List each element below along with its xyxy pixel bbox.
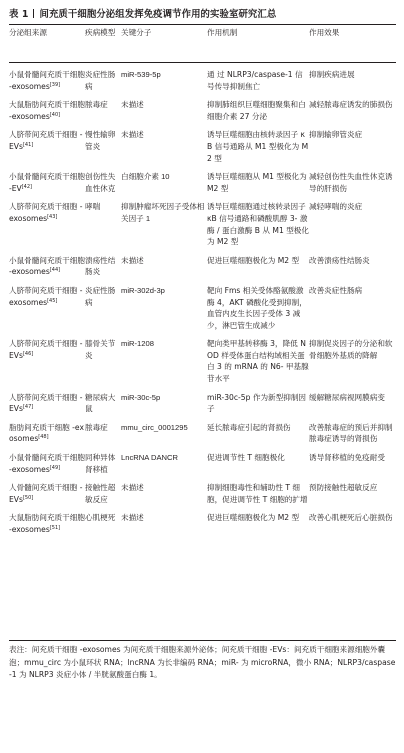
cell-effect-text: 减轻哮喘的炎症 bbox=[309, 202, 363, 212]
reference-marker: [44] bbox=[49, 267, 61, 274]
cell-effect bbox=[309, 507, 396, 537]
cell-mechanism bbox=[207, 124, 309, 166]
cell-molecule bbox=[121, 280, 207, 333]
cell-source bbox=[9, 196, 85, 249]
cell-mechanism bbox=[207, 333, 309, 386]
cell-molecule bbox=[121, 64, 207, 94]
reference-marker: [39] bbox=[49, 81, 61, 88]
table-row bbox=[9, 94, 396, 124]
cell-source bbox=[9, 477, 85, 507]
cell-mechanism bbox=[207, 250, 309, 280]
cell-molecule-text: 未描述 bbox=[121, 513, 144, 523]
cell-source-text: 大鼠脂肪间充质干细胞 -exosomes bbox=[9, 100, 85, 121]
cell-effect-text: 抑制输卵管炎症 bbox=[309, 130, 363, 140]
header-molecule: 关键分子 bbox=[121, 28, 152, 37]
cell-disease bbox=[85, 124, 121, 166]
table-number: 表 1 bbox=[9, 9, 29, 20]
header-disease: 疾病模型 bbox=[85, 28, 116, 37]
table-footnote: 表注：间充质干细胞 -exosomes 为间充质干细胞来源外泌体；间充质干细胞 -EVs：间充质干细胞来源细胞外囊泡；mmu_circ 为小鼠环状 RNA；lncRNA 为长非编码 RNA；miR- 为 microRNA，微小 RNA；NLRP3/caspase-1 为 NLRP3 炎症小体 / 半胱氨酸蛋白酶 1。 bbox=[9, 645, 396, 679]
cell-molecule bbox=[121, 94, 207, 124]
cell-disease bbox=[85, 477, 121, 507]
cell-source-text: 人脐带间充质干细胞 -exosomes bbox=[9, 202, 83, 223]
cell-mechanism bbox=[207, 447, 309, 477]
cell-disease bbox=[85, 166, 121, 196]
table-row bbox=[9, 166, 396, 196]
cell-disease bbox=[85, 94, 121, 124]
cell-source-text: 小鼠骨髓间充质干细胞 -EV bbox=[9, 172, 85, 193]
caption-divider bbox=[33, 9, 34, 18]
reference-marker: [40] bbox=[49, 111, 61, 118]
reference-marker: [43] bbox=[47, 213, 58, 220]
cell-disease bbox=[85, 417, 121, 447]
cell-mechanism bbox=[207, 387, 309, 417]
cell-source bbox=[9, 166, 85, 196]
reference-marker: [48] bbox=[38, 434, 49, 441]
table-title: 间充质干细胞分泌组发挥免疫调节作用的实验室研究汇总 bbox=[39, 9, 277, 20]
cell-mechanism-text: 诱导巨噬细胞由核转录因子 κB 信号通路从 M1 型极化为 M2 型 bbox=[207, 130, 309, 163]
cell-source bbox=[9, 387, 85, 417]
cell-mechanism-text: 靶向 Fms 相关受体酪氨酸激酶 4，AKT 磷酸化受到抑制，血管内皮生长因子受体 3 减少，淋巴管生成减少 bbox=[207, 285, 307, 330]
cell-effect-text: 抑制促炎因子的分泌和软骨细胞外基质的降解 bbox=[309, 339, 393, 360]
cell-molecule-text: miR-30c-5p bbox=[121, 392, 161, 402]
cell-source bbox=[9, 333, 85, 386]
table-row bbox=[9, 417, 396, 447]
cell-source bbox=[9, 447, 85, 477]
cell-mechanism-text: 抑制肺组织巨噬细胞聚集和白细胞介素 27 分泌 bbox=[207, 100, 306, 121]
cell-disease bbox=[85, 447, 121, 477]
cell-effect bbox=[309, 166, 396, 196]
cell-source bbox=[9, 124, 85, 166]
cell-effect bbox=[309, 387, 396, 417]
cell-molecule-text: 未描述 bbox=[121, 255, 144, 265]
cell-effect-text: 改善脓毒症的预后并抑制脓毒症诱导的肾损伤 bbox=[309, 422, 393, 444]
cell-mechanism bbox=[207, 477, 309, 507]
cell-effect-text: 改善心肌梗死后心脏损伤 bbox=[309, 513, 393, 523]
cell-disease bbox=[85, 250, 121, 280]
cell-disease bbox=[85, 333, 121, 386]
table-row bbox=[9, 477, 396, 507]
cell-effect bbox=[309, 333, 396, 386]
cell-mechanism-text: 抑制细胞毒性和辅助性 T 细胞，促进调节性 T 细胞的扩增 bbox=[207, 483, 308, 504]
cell-source-text: 人脐带间充质干细胞 -EVs bbox=[9, 339, 83, 360]
cell-disease bbox=[85, 280, 121, 333]
bottom-rule bbox=[9, 640, 396, 641]
cell-source-text: 小鼠骨髓间充质干细胞 -exosomes bbox=[9, 70, 85, 91]
cell-effect-text: 减轻创伤性失血性休克诱导的肝损伤 bbox=[309, 172, 393, 193]
cell-molecule-text: miR-1208 bbox=[121, 339, 154, 349]
table-row bbox=[9, 64, 396, 94]
cell-disease bbox=[85, 507, 121, 537]
cell-molecule bbox=[121, 333, 207, 386]
cell-source bbox=[9, 250, 85, 280]
cell-mechanism-text: 通 过 NLRP3/caspase-1 信号传导抑制焦亡 bbox=[207, 70, 303, 91]
cell-disease bbox=[85, 196, 121, 249]
cell-disease-text: 同种异体肾移植 bbox=[85, 453, 116, 474]
table-row bbox=[9, 124, 396, 166]
cell-molecule-text: miR-539-5p bbox=[121, 70, 161, 79]
reference-marker: [51] bbox=[49, 525, 61, 531]
table-row bbox=[9, 280, 396, 333]
cell-disease-text: 糖尿病大鼠 bbox=[85, 392, 116, 414]
cell-mechanism bbox=[207, 166, 309, 196]
cell-mechanism bbox=[207, 417, 309, 447]
cell-disease-text: 脓毒症 bbox=[85, 422, 108, 432]
cell-effect bbox=[309, 124, 396, 166]
cell-disease-text: 慢性输卵管炎 bbox=[85, 130, 116, 151]
cell-molecule bbox=[121, 250, 207, 280]
cell-source-text: 人骨髓间充质干细胞 -EVs bbox=[9, 483, 83, 504]
summary-table bbox=[9, 25, 396, 538]
cell-disease-text: 炎症性肠病 bbox=[85, 70, 116, 91]
cell-molecule-text: mmu_circ_0001295 bbox=[121, 422, 188, 432]
cell-source-text: 大鼠脂肪间充质干细胞 -exosomes bbox=[9, 513, 85, 534]
reference-marker: [45] bbox=[47, 297, 58, 304]
reference-marker: [47] bbox=[22, 404, 34, 411]
cell-effect-text: 预防接触性超敏反应 bbox=[309, 483, 378, 493]
cell-effect bbox=[309, 64, 396, 94]
cell-source-text: 人脐带间充质干细胞 -exosomes bbox=[9, 285, 83, 307]
table-row bbox=[9, 447, 396, 477]
cell-mechanism bbox=[207, 196, 309, 249]
cell-effect bbox=[309, 280, 396, 333]
cell-disease bbox=[85, 64, 121, 94]
cell-disease-text: 膝骨关节炎 bbox=[85, 339, 116, 360]
cell-disease-text: 接触性超敏反应 bbox=[85, 483, 116, 504]
cell-mechanism-text: 诱导巨噬细胞通过核转录因子 κB 信号通路和磷酸肌醇 3- 激酶 / 蛋白激酶 B 从 M1 型极化为 M2 型 bbox=[207, 202, 309, 247]
cell-molecule bbox=[121, 417, 207, 447]
cell-disease-text: 炎症性肠病 bbox=[85, 285, 116, 307]
header-source: 分泌组来源 bbox=[9, 28, 47, 37]
cell-molecule-text: 未描述 bbox=[121, 100, 144, 110]
cell-effect-text: 诱导肾移植的免疫耐受 bbox=[309, 453, 385, 463]
cell-molecule bbox=[121, 447, 207, 477]
header-effect: 作用效果 bbox=[309, 28, 340, 37]
cell-effect bbox=[309, 196, 396, 249]
reference-marker: [49] bbox=[49, 464, 61, 471]
cell-mechanism-text: miR-30c-5p 作为新型抑制因子 bbox=[207, 392, 307, 414]
cell-mechanism bbox=[207, 507, 309, 537]
cell-molecule-text: 未描述 bbox=[121, 130, 144, 140]
cell-source-text: 人脐带间充质干细胞 -EVs bbox=[9, 392, 83, 414]
cell-source-text: 脂肪间充质干细胞 -exosomes bbox=[9, 422, 84, 444]
cell-effect-text: 改善溃疡性结肠炎 bbox=[309, 255, 370, 265]
cell-molecule-text: miR-302d-3p bbox=[121, 285, 165, 295]
cell-molecule-text: 白细胞介素 10 bbox=[121, 172, 170, 182]
cell-effect bbox=[309, 417, 396, 447]
table-row bbox=[9, 507, 396, 537]
cell-effect-text: 抑制疾病进展 bbox=[309, 70, 355, 79]
reference-marker: [42] bbox=[21, 183, 32, 190]
cell-source bbox=[9, 417, 85, 447]
reference-marker: [46] bbox=[22, 350, 34, 357]
cell-mechanism-text: 促进调节性 T 细胞极化 bbox=[207, 453, 285, 463]
cell-mechanism-text: 促进巨噬细胞极化为 M2 型 bbox=[207, 255, 300, 265]
reference-marker: [50] bbox=[22, 494, 34, 501]
cell-mechanism bbox=[207, 280, 309, 333]
cell-mechanism-text: 诱导巨噬细胞从 M1 型极化为 M2 型 bbox=[207, 172, 307, 193]
cell-source bbox=[9, 507, 85, 537]
cell-disease-text: 创伤性失血性休克 bbox=[85, 172, 116, 193]
cell-disease bbox=[85, 387, 121, 417]
cell-effect-text: 改善炎症性肠病 bbox=[309, 285, 363, 295]
cell-molecule-text: LncRNA DANCR bbox=[121, 453, 178, 463]
cell-molecule bbox=[121, 387, 207, 417]
table-row bbox=[9, 196, 396, 249]
cell-source-text: 小鼠骨髓间充质干细胞 -exosomes bbox=[9, 255, 85, 277]
table-row bbox=[9, 250, 396, 280]
cell-mechanism-text: 促进巨噬细胞极化为 M2 型 bbox=[207, 513, 300, 523]
cell-source-text: 人脐带间充质干细胞 -EVs bbox=[9, 130, 83, 151]
reference-marker: [41] bbox=[22, 141, 34, 148]
cell-disease-text: 溃疡性结肠炎 bbox=[85, 255, 116, 277]
table-row bbox=[9, 387, 396, 417]
cell-mechanism bbox=[207, 94, 309, 124]
table-body bbox=[9, 64, 396, 538]
cell-source bbox=[9, 280, 85, 333]
cell-molecule bbox=[121, 507, 207, 537]
cell-source bbox=[9, 64, 85, 94]
cell-molecule bbox=[121, 124, 207, 166]
cell-mechanism bbox=[207, 64, 309, 94]
header-mechanism: 作用机制 bbox=[207, 28, 238, 37]
cell-molecule bbox=[121, 477, 207, 507]
cell-molecule-text: 抑制肿瘤坏死因子受体相关因子 1 bbox=[121, 202, 205, 223]
cell-effect bbox=[309, 250, 396, 280]
cell-mechanism-text: 靶向类甲基转移酶 3，降低 NOD 样受体蛋白结构域相关蛋白 3 的 mRNA 的 N6- 甲基腺苷水平 bbox=[207, 339, 309, 384]
cell-mechanism-text: 延长脓毒症引起的肾损伤 bbox=[207, 422, 291, 432]
cell-effect bbox=[309, 94, 396, 124]
cell-effect bbox=[309, 477, 396, 507]
cell-disease-text: 心肌梗死 bbox=[85, 513, 116, 523]
table-row bbox=[9, 333, 396, 386]
cell-disease-text: 脓毒症 bbox=[85, 100, 108, 110]
cell-disease-text: 哮喘 bbox=[85, 202, 101, 212]
cell-source bbox=[9, 94, 85, 124]
cell-molecule-text: 未描述 bbox=[121, 483, 144, 493]
cell-source-text: 小鼠骨髓间充质干细胞 -exosomes bbox=[9, 453, 85, 474]
table-caption bbox=[9, 6, 399, 20]
cell-molecule bbox=[121, 196, 207, 249]
cell-effect bbox=[309, 447, 396, 477]
cell-molecule bbox=[121, 166, 207, 196]
header-row bbox=[9, 25, 396, 64]
cell-effect-text: 缓解糖尿病视网膜病变 bbox=[309, 392, 385, 402]
cell-effect-text: 减轻脓毒症诱发的肺损伤 bbox=[309, 100, 393, 110]
